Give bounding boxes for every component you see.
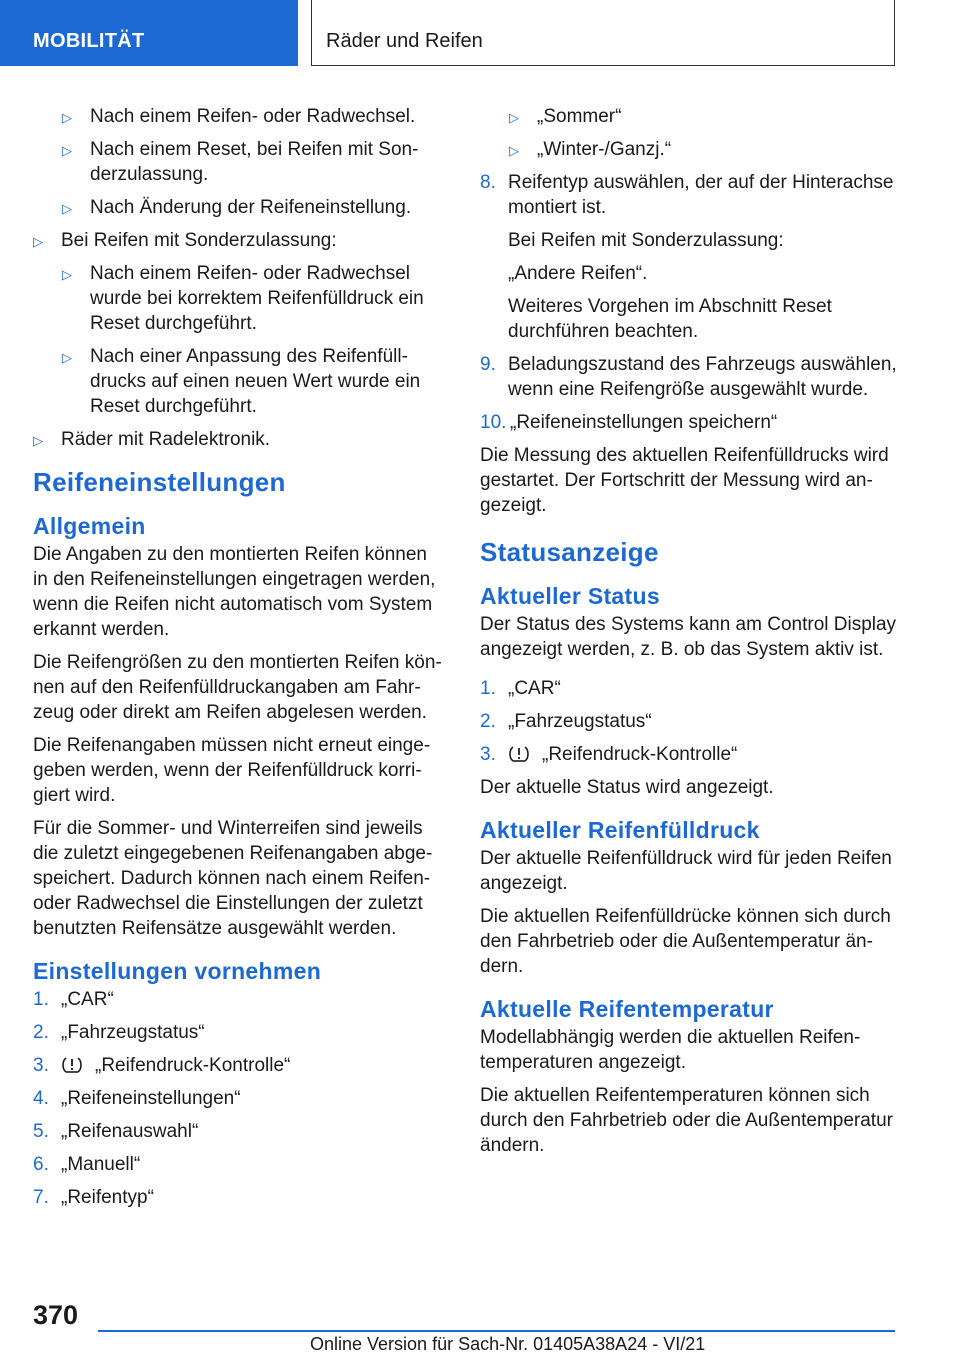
paragraph: Die aktuellen Reifentemperaturen können sich durch den Fahrbetrieb oder die Außentemperatur ändern. xyxy=(480,1085,893,1156)
paragraph: Die aktuellen Reifenfülldrücke können sich durch den Fahrbetrieb oder die Außentemperatur ändern. xyxy=(480,906,891,977)
step-item: 7. „Reifentyp“ xyxy=(33,1187,154,1208)
header-section-label: MOBILITÄT xyxy=(33,30,145,52)
header-chapter-label: Räder und Reifen xyxy=(326,30,483,52)
paragraph: Die Reifengrößen zu den montierten Reifen können auf den Reifenfülldruckangaben am Fahrzeug oder direkt am Reifen abgelesen werden. xyxy=(33,652,442,723)
step-item: 2. „Fahrzeugstatus“ xyxy=(480,711,652,732)
paragraph: Der Status des Systems kann am Control Display angezeigt werden, z. B. ob das System aktiv ist. xyxy=(480,614,897,660)
step-item: 1. „CAR“ xyxy=(480,678,561,699)
step-note: Bei Reifen mit Sonderzulassung: xyxy=(508,230,784,251)
step-item: 1. „CAR“ xyxy=(33,989,114,1010)
list-item: ▷ „Sommer“ xyxy=(480,104,898,129)
list-item: ▷ Nach einem Reifen- oder Radwechsel. xyxy=(33,104,443,129)
left-column xyxy=(33,104,443,1218)
tire-pressure-warning-icon xyxy=(61,1055,83,1075)
triangle-bullet-icon: ▷ xyxy=(33,234,43,249)
tire-pressure-warning-icon xyxy=(508,744,530,764)
step-item: 10. „Reifeneinstellungen speichern“ xyxy=(480,412,778,433)
list-item: ▷ „Winter-/Ganzj.“ xyxy=(480,137,898,162)
heading-aktueller-status: Aktueller Status xyxy=(480,583,660,609)
triangle-bullet-icon: ▷ xyxy=(62,143,72,158)
heading-aktueller-reifenfuelldruck: Aktueller Reifenfülldruck xyxy=(480,817,760,843)
step-item: 8. Reifentyp auswählen, der auf der Hinterachse montiert ist. xyxy=(480,172,894,218)
footer-online-version: Online Version für Sach-Nr. 01405A38A24 - VI/21 xyxy=(310,1334,706,1354)
triangle-bullet-icon: ▷ xyxy=(62,201,72,216)
list-item: ▷ Nach einer Anpassung des Reifenfülldrucks auf einen neuen Wert wurde ein Reset durchgeführt. xyxy=(62,346,421,417)
triangle-bullet-icon: ▷ xyxy=(62,267,72,282)
paragraph: Der aktuelle Reifenfülldruck wird für jeden Reifen angezeigt. xyxy=(480,848,892,894)
list-item: ▷ Nach Änderung der Reifeneinstellung. xyxy=(33,195,443,220)
triangle-bullet-icon: ▷ xyxy=(62,110,72,125)
paragraph: Die Messung des aktuellen Reifenfülldrucks wird gestartet. Der Fortschritt der Messung wird angezeigt. xyxy=(480,445,889,516)
list-item: ▷ Nach einem Reifen- oder Radwechsel wurde bei korrektem Reifenfülldruck ein Reset durchgeführt. xyxy=(62,263,424,334)
header-chapter-box xyxy=(311,0,895,66)
step-item: 3. „Reifendruck-Kontrolle“ xyxy=(33,1055,291,1076)
triangle-bullet-icon: ▷ xyxy=(509,110,519,125)
paragraph: Die Reifenangaben müssen nicht erneut eingegeben werden, wenn der Reifenfülldruck korrigiert wird. xyxy=(33,735,431,806)
heading-einstellungen-vornehmen: Einstellungen vornehmen xyxy=(33,958,322,984)
step-item: 5. „Reifenauswahl“ xyxy=(33,1121,199,1142)
list-item: ▷ Bei Reifen mit Sonderzulassung: xyxy=(33,228,443,253)
step-note: „Andere Reifen“. xyxy=(508,263,648,284)
list-item: ▷ Nach einem Reset, bei Reifen mit Sonderzulassung. xyxy=(62,139,419,185)
step-item: 3. „Reifendruck-Kontrolle“ xyxy=(480,744,738,765)
paragraph: Die Angaben zu den montierten Reifen können in den Reifeneinstellungen eingetragen werden, wenn die Reifen nicht automatisch vom System erkannt werden. xyxy=(33,544,436,640)
step-item: 6. „Manuell“ xyxy=(33,1154,141,1175)
step-item: 2. „Fahrzeugstatus“ xyxy=(33,1022,205,1043)
triangle-bullet-icon: ▷ xyxy=(62,350,72,365)
heading-reifeneinstellungen: Reifeneinstellungen xyxy=(33,467,286,497)
page-number: 370 xyxy=(33,1300,79,1330)
paragraph: Modellabhängig werden die aktuellen Reifentemperaturen angezeigt. xyxy=(480,1027,861,1073)
step-item: 4. „Reifeneinstellungen“ xyxy=(33,1088,241,1109)
heading-aktuelle-reifentemperatur: Aktuelle Reifentemperatur xyxy=(480,996,774,1022)
triangle-bullet-icon: ▷ xyxy=(509,143,519,158)
heading-statusanzeige: Statusanzeige xyxy=(480,537,659,567)
right-column xyxy=(480,104,898,1166)
header-section-tab xyxy=(0,0,298,66)
step-note: Weiteres Vorgehen im Abschnitt Reset durchführen beachten. xyxy=(508,296,832,342)
paragraph: Für die Sommer- und Winterreifen sind jeweils die zuletzt eingegebenen Reifenangaben abgespeichert. Dadurch können nach einem Reifen- oder Radwechsel die Einstellungen der zuletzt benutzten Reifensätze ausgewählt werden. xyxy=(33,818,433,939)
heading-allgemein: Allgemein xyxy=(33,513,146,539)
triangle-bullet-icon: ▷ xyxy=(33,433,43,448)
step-item: 9. Beladungszustand des Fahrzeugs auswählen, wenn eine Reifengröße ausgewählt wurde. xyxy=(480,354,897,400)
footer-divider xyxy=(98,1330,895,1332)
list-item: ▷ Räder mit Radelektronik. xyxy=(33,427,443,452)
paragraph: Der aktuelle Status wird angezeigt. xyxy=(480,777,774,798)
